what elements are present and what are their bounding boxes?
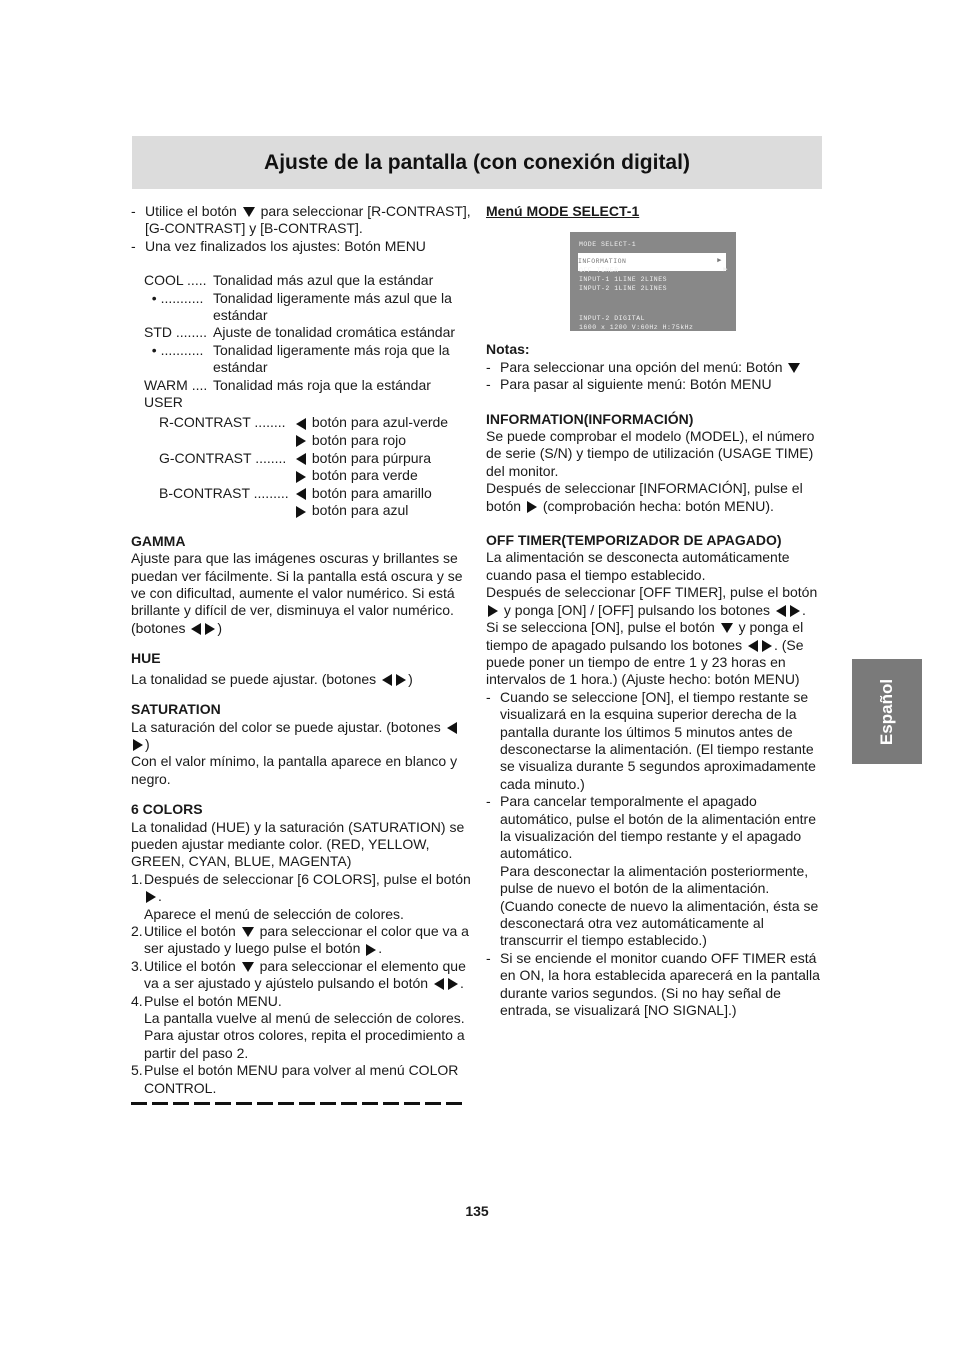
right-arrow-icon (396, 674, 406, 686)
left-column (131, 203, 471, 1105)
rgb-contrast-list (159, 414, 471, 519)
step-item: 1. Después de seleccionar [6 COLORS], pulse el botón . Aparece el menú de selección de colores. (131, 870, 471, 922)
saturation-note: Con el valor mínimo, la pantalla aparece en blanco y negro. (131, 753, 458, 787)
off-timer-instruction: Después de seleccionar [OFF TIMER], pulse el botón y ponga [ON] / [OFF] pulsando los botones . (486, 584, 818, 618)
osd-status-resolution: 1600 x 1200 V:60Hz H:75kHz (579, 324, 694, 332)
off-timer-on-instruction: Si se selecciona [ON], pulse el botón y ponga el tiempo de apagado pulsando los botones . (Se puede poner un tiempo de entre 1 y 23 horas en intervalos de 1 hora.) (Ajuste hecho: botón MENU) (486, 619, 804, 688)
left-arrow-icon (434, 978, 444, 990)
right-arrow-icon (296, 506, 306, 518)
left-arrow-icon (447, 722, 457, 734)
tone-row: STD ........ Ajuste de tonalidad cromática estándar (144, 324, 456, 341)
tone-list (144, 272, 471, 394)
hue-heading: HUE (131, 650, 161, 667)
off-timer-bullet: - Para cancelar temporalmente el apagado automático, pulse el botón de la alimentación entre la visualización del tiempo restante y el apagado automático. (486, 793, 822, 863)
tone-row: WARM .... Tonalidad más roja que la estándar (144, 376, 431, 393)
gamma-text: Ajuste para que las imágenes oscuras y brillantes se puedan ver fácilmente. Si la pantalla está oscura y se ve con dificultad, aumente el valor numérico. Si está brillante y difícil de ver, disminuya el valor numérico. (botones ) (131, 550, 463, 636)
down-arrow-icon (721, 623, 733, 633)
right-arrow-icon (146, 891, 156, 903)
off-timer-bullet: - Si se enciende el monitor cuando OFF TIMER está en ON, la hora establecida aparecerá en la pantalla durante varios segundos. (Si no hay señal de entrada, se visualizará [NO SIGNAL].) (486, 950, 822, 1020)
osd-menu-image (570, 232, 736, 331)
intro-item: - Una vez finalizados los ajustes: Botón MENU (131, 238, 471, 255)
left-arrow-icon (382, 674, 392, 686)
information-instruction: Después de seleccionar [INFORMACIÓN], pulse el botón (comprobación hecha: botón MENU). (486, 480, 803, 514)
right-arrow-icon (133, 739, 143, 751)
left-arrow-icon (296, 453, 306, 465)
step-item: 5. Pulse el botón MENU para volver al menú COLOR CONTROL. (131, 1062, 459, 1096)
down-arrow-icon (788, 363, 800, 373)
rgb-contrast-row: botón para azul (159, 502, 471, 519)
right-arrow-icon (488, 605, 498, 617)
right-arrow-icon (366, 944, 376, 956)
left-arrow-icon (748, 640, 758, 652)
information-text: Se puede comprobar el modelo (MODEL), el número de serie (S/N) y tiempo de utilización (USAGE TIME) del monitor. (486, 428, 815, 479)
osd-item-input2: INPUT-2 1LINE 2LINES (579, 285, 668, 293)
language-tab-label: Español (877, 678, 896, 745)
down-arrow-icon (242, 962, 254, 972)
step-item: 4. Pulse el botón MENU. La pantalla vuelve al menú de selección de colores. Para ajustar otros colores, repita el procedimiento a partir del paso 2. (131, 992, 465, 1061)
tone-row: COOL ..... Tonalidad más azul que la estándar (144, 272, 434, 289)
left-arrow-icon (191, 623, 201, 635)
step-item: 2. Utilice el botón para seleccionar el color que va a ser ajustado y luego pulse el botón . (131, 922, 469, 957)
menu-heading: Menú MODE SELECT-1 (486, 203, 640, 219)
user-label: USER (144, 394, 183, 411)
right-arrow-icon (527, 501, 537, 513)
notes-heading: Notas: (486, 341, 530, 358)
rgb-contrast-row: botón para verde (159, 467, 471, 484)
down-arrow-icon (242, 927, 254, 937)
right-arrow-icon (790, 605, 800, 617)
tone-row: • ........... Tonalidad ligeramente más roja que la estándar (144, 341, 450, 376)
language-tab (852, 659, 922, 764)
page-title: Ajuste de la pantalla (con conexión digital) (264, 150, 690, 174)
off-timer-text: La alimentación se desconecta automáticamente cuando pasa el tiempo establecido. (486, 549, 790, 583)
off-timer-bullet: - Cuando se seleccione [ON], el tiempo restante se visualizará en la esquina superior derecha de la pantalla durante los últimos 5 minutos antes de desconectarse la alimentación. (El tiempo restante se visualiza durante 5 segundos aproximadamente cada minuto.) (486, 689, 822, 793)
note-item: - Para pasar al siguiente menú: Botón MENU (486, 376, 822, 393)
title-bar (132, 136, 822, 189)
right-arrow-icon (296, 435, 306, 447)
page-number: 135 (465, 1203, 489, 1219)
dashed-divider (131, 1102, 467, 1105)
off-timer-bullet-extra: Para desconectar la alimentación posteriormente, pulse de nuevo el botón de la alimentación. (Cuando conecte de nuevo la alimentación, ésta se desconectará otra vez automáticamente al transcurrir el tiempo establecido.) (500, 862, 819, 949)
down-arrow-icon (243, 207, 255, 217)
intro-list (131, 203, 471, 255)
rgb-contrast-row: botón para rojo (159, 432, 471, 449)
saturation-heading: SATURATION (131, 701, 221, 718)
gamma-heading: GAMMA (131, 532, 186, 549)
saturation-text: La saturación del color se puede ajustar. (botones ) (131, 719, 471, 754)
osd-arrow-icon: ▶ (717, 257, 722, 266)
step-item: 3. Utilice el botón para seleccionar el elemento que va a ser ajustado y ajústelo pulsando el botón . (131, 957, 466, 992)
rgb-contrast-row: B-CONTRAST ......... botón para amarillo (159, 484, 432, 501)
off-timer-heading: OFF TIMER(TEMPORIZADOR DE APAGADO) (486, 532, 782, 549)
osd-item-information: INFORMATION ▶ (578, 253, 726, 270)
right-arrow-icon (762, 640, 772, 652)
osd-status-input: INPUT-2 DIGITAL (579, 315, 646, 323)
six-colors-text: La tonalidad (HUE) y la saturación (SATURATION) se pueden ajustar mediante color. (RED, YELLOW, GREEN, CYAN, BLUE, MAGENTA) (131, 818, 465, 870)
hue-text: La tonalidad se puede ajustar. (botones ) (131, 670, 413, 687)
osd-item-off-timer: OFF TIMER ▶ (579, 262, 727, 279)
right-arrow-icon (448, 978, 458, 990)
information-heading: INFORMATION(INFORMACIÓN) (486, 410, 694, 427)
osd-arrow-icon: ▶ (723, 266, 728, 275)
right-column (486, 203, 822, 1019)
six-colors-steps (131, 871, 471, 1097)
note-item: - Para seleccionar una opción del menú: Botón (486, 359, 822, 376)
six-colors-heading: 6 COLORS (131, 801, 203, 818)
right-arrow-icon (296, 471, 306, 483)
osd-item-input1: INPUT-1 1LINE 2LINES (579, 276, 668, 284)
left-arrow-icon (296, 418, 306, 430)
left-arrow-icon (296, 488, 306, 500)
intro-item: - Utilice el botón para seleccionar [R-CONTRAST], [G-CONTRAST] y [B-CONTRAST]. (131, 203, 471, 238)
osd-title: MODE SELECT-1 (579, 241, 637, 249)
left-arrow-icon (776, 605, 786, 617)
rgb-contrast-row: R-CONTRAST ........ botón para azul-verde (159, 414, 449, 431)
rgb-contrast-row: G-CONTRAST ........ botón para púrpura (159, 449, 431, 466)
tone-row: • ........... Tonalidad ligeramente más azul que la estándar (144, 289, 452, 324)
right-arrow-icon (205, 623, 215, 635)
